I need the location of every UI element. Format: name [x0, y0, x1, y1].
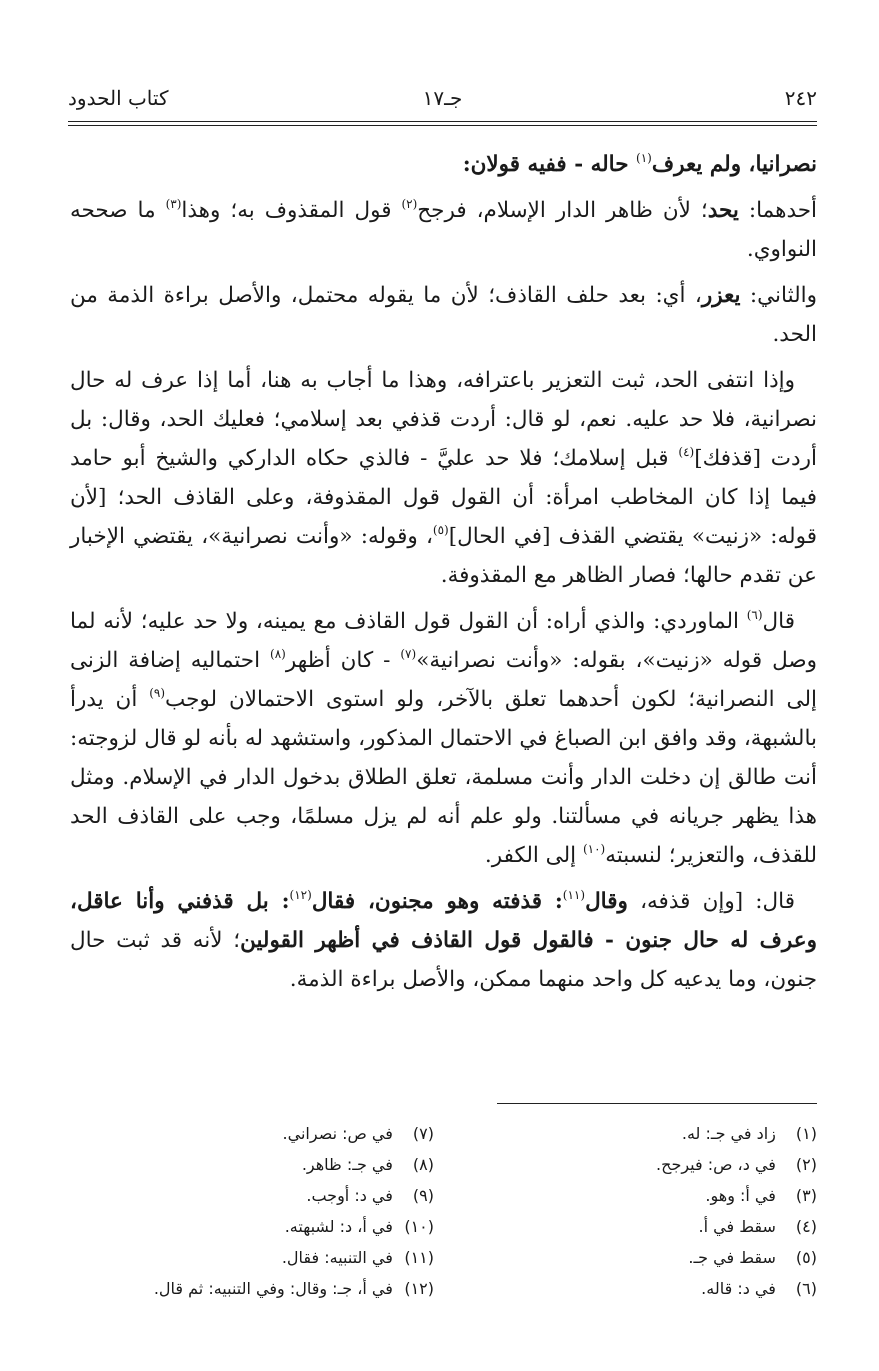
paragraph: [70, 191, 817, 269]
paragraph: [70, 276, 817, 354]
bold-run: وقال: [585, 889, 628, 914]
footnote-number: (٤): [795, 1217, 817, 1236]
text-run: الماوردي: والذي أراه: أن القول قول القاذف مع يمينه، ولا حد عليه؛ لأنه لما وصل قوله «زنيت»، بقوله: «وأنت نصرانية»: [70, 609, 817, 673]
footnote-ref: (٦): [746, 608, 763, 622]
paragraph: [70, 882, 817, 999]
text-run: ، أي: بعد حلف القاذف؛ لأن ما يقوله محتمل، والأصل براءة الذمة من الحد.: [70, 283, 817, 347]
text-run: أن يدرأ بالشبهة، وقد وافق ابن الصباغ في الاحتمال المذكور، واستشهد له بأنه لو قال لزوجته: أنت طالق إن دخلت الدار وأنت مسلمة، تعلق الطلاق بدخول الدار في الإسلام. ومثل هذا يظهر جريانه في مسألتنا. ولو علم أنه لم يزل مسلمًا، وجب على القاذف الحد للقذف، والتعزير؛ لنسبته: [70, 687, 817, 868]
bold-run: : قذفته وهو مجنون، فقال: [311, 889, 563, 914]
footnote-text: في ص: نصراني.: [282, 1124, 398, 1143]
footnote-text: في د، ص: فيرجح.: [656, 1155, 781, 1174]
footnote: [94, 1211, 434, 1242]
footnote: [94, 1242, 434, 1273]
footnote-text: في د: أوجب.: [306, 1186, 398, 1205]
footnotes-right-column: [497, 1118, 817, 1304]
footnote-text: في التنبيه: فقال.: [281, 1248, 398, 1267]
footnote: [497, 1273, 817, 1304]
text-run: قال: [وإن قذفه،: [627, 889, 795, 914]
footnote-text: سقط في جـ.: [688, 1248, 781, 1267]
footnote: [94, 1273, 434, 1304]
footnote: [94, 1149, 434, 1180]
footnote-number: (٣): [795, 1186, 817, 1205]
footnote: [497, 1118, 817, 1149]
footnote-number: (١١): [404, 1248, 434, 1267]
footnote-text: في أ، جـ: وقال: وفي التنبيه: ثم قال.: [153, 1279, 398, 1298]
text-run: إلى الكفر.: [484, 843, 583, 868]
footnote-number: (٩): [412, 1186, 434, 1205]
footnote-ref: (٣): [165, 197, 182, 211]
footnote-separator: [497, 1103, 817, 1104]
footnote-text: زاد في جـ: له.: [681, 1124, 781, 1143]
header-rule-thin: [68, 125, 817, 126]
text-run: - كان أظهر: [285, 648, 401, 673]
footnotes-left-column: [94, 1118, 434, 1304]
footnote-number: (١٠): [404, 1217, 434, 1236]
footnote: [497, 1211, 817, 1242]
footnote-ref: (٩): [149, 686, 166, 700]
footnote-number: (١٢): [404, 1279, 434, 1298]
bold-run: نصرانيا، ولم يعرف: [651, 152, 817, 177]
running-header: [68, 80, 817, 120]
footnote-text: في أ، د: لشبهته.: [284, 1217, 398, 1236]
footnote-number: (٥): [795, 1248, 817, 1267]
footnote-text: في د: قاله.: [701, 1279, 781, 1298]
footnote: [497, 1149, 817, 1180]
bold-run: : بل قذفني وأنا عاقل، وعرف له حال جنون - فالقول قول القاذف في أظهر القولين: [70, 889, 817, 953]
paragraph: [70, 361, 817, 595]
text-run: ، وقوله: «وأنت نصرانية»، يقتضي الإخبار عن تقدم حالها؛ فصار الظاهر مع المقذوفة.: [70, 524, 817, 588]
footnote-ref: (٨): [270, 647, 286, 661]
text-run: وإذا انتفى الحد، ثبت التعزير باعترافه، وهذا ما أجاب به هنا، أما إذا عرف له حال نصرانية، فلا حد عليه. نعم، لو قال: أردت قذفي بعد إسلامي؛ فعليك الحد، وقال: بل أردت [قذفك]: [70, 368, 817, 471]
footnote-ref: (٧): [400, 647, 417, 661]
text-run: ؛ لأنه قد ثبت حال جنون، وما يدعيه كل واحد منهما ممكن، والأصل براءة الذمة.: [70, 928, 817, 992]
main-text: [70, 145, 817, 1006]
footnote: [497, 1242, 817, 1273]
book-title: كتاب الحدود: [68, 86, 169, 110]
footnote-text: في جـ: ظاهر.: [301, 1155, 398, 1174]
text-run: احتماليه إضافة الزنى إلى النصرانية؛ لكون أحدهما تعلق بالآخر، ولو استوى الاحتمالان لوجب: [70, 648, 817, 712]
footnote-text: سقط في أ.: [698, 1217, 781, 1236]
footnote-ref: (١١): [562, 888, 586, 902]
footnote-ref: (٢): [401, 197, 418, 211]
volume-number: جـ١٧: [422, 86, 463, 110]
footnote-ref: (٥): [432, 523, 449, 537]
text-run: ما صححه النواوي.: [70, 198, 817, 262]
footnote-number: (٨): [412, 1155, 434, 1174]
footnote-number: (٧): [412, 1124, 434, 1143]
bold-run: حاله - ففيه قولان:: [462, 152, 637, 177]
footnote: [94, 1180, 434, 1211]
page-number: ٢٤٢: [784, 86, 817, 110]
footnote-ref: (١٢): [289, 888, 312, 902]
footnote: [94, 1118, 434, 1149]
footnote: [497, 1180, 817, 1211]
footnote-number: (٦): [795, 1279, 817, 1298]
header-rule: [68, 121, 817, 122]
paragraph: [70, 145, 817, 184]
text-run: ؛ لأن ظاهر الدار الإسلام، فرجح: [417, 198, 708, 223]
bold-run: يحد: [707, 198, 739, 223]
text-run: أحدهما:: [738, 198, 817, 223]
text-run: والثاني:: [740, 283, 817, 308]
text-run: قول المقذوف به؛ وهذا: [181, 198, 402, 223]
text-run: قال: [762, 609, 795, 634]
footnote-ref: (١): [636, 151, 652, 165]
footnote-number: (٢): [795, 1155, 817, 1174]
footnote-ref: (٤): [678, 445, 695, 459]
footnote-text: في أ: وهو.: [705, 1186, 781, 1205]
text-run: قبل إسلامك؛ فلا حد عليَّ - فالذي حكاه الداركي والشيخ أبو حامد فيما إذا كان المخاطب امرأة: أن القول قول المقذوفة، وعلى القاذف الحد؛ [لأن قوله: «زنيت» يقتضي القذف [في الحال]: [70, 446, 817, 549]
footnote-number: (١): [795, 1124, 817, 1143]
paragraph: [70, 602, 817, 875]
bold-run: يعزر: [701, 283, 741, 308]
footnote-ref: (١٠): [582, 842, 606, 856]
